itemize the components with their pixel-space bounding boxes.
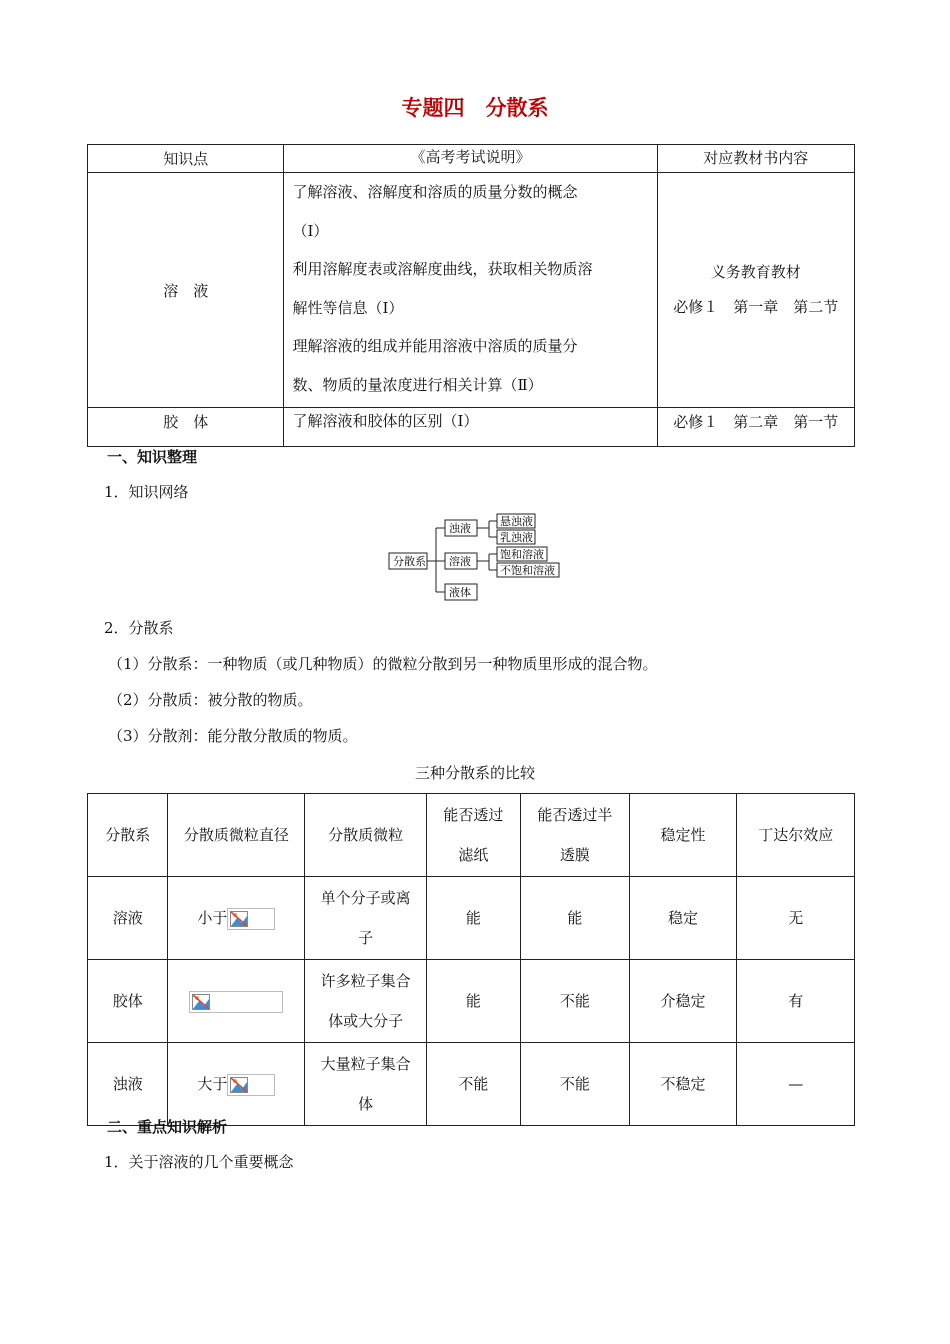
header-cell: 分散质微粒直径 xyxy=(168,794,305,877)
knowledge-network-diagram xyxy=(388,512,568,602)
filter-cell: 不能 xyxy=(426,1043,520,1126)
particle-line: 大量粒子集合 xyxy=(320,1055,411,1073)
tree-leaf-label: 乳浊液 xyxy=(500,531,533,544)
system-name-cell: 胶体 xyxy=(88,960,168,1043)
particle-cell xyxy=(305,877,426,960)
diameter-text: 小于 xyxy=(197,909,228,927)
filter-cell: 能 xyxy=(426,877,520,960)
tree-leaf-label: 悬浊液 xyxy=(500,515,533,528)
diameter-cell xyxy=(168,1043,305,1126)
particle-line: 体 xyxy=(358,1095,374,1113)
diameter-cell xyxy=(168,877,305,960)
header-line: 能否透过 xyxy=(443,806,504,824)
tree-branch-label: 浊液 xyxy=(449,522,471,535)
tyndall-cell: — xyxy=(737,1043,855,1126)
membrane-cell: 不能 xyxy=(520,1043,629,1126)
requirement-line: 解性等信息（Ⅰ） xyxy=(292,298,404,317)
header-cell: 稳定性 xyxy=(629,794,737,877)
table-caption: 三种分散系的比较 xyxy=(414,764,535,782)
definition-line: （3）分散剂：能分散分散质的物质。 xyxy=(108,727,358,745)
requirement-cell xyxy=(284,173,657,408)
broken-image-icon xyxy=(227,1074,275,1096)
requirement-line: 利用溶解度表或溶解度曲线，获取相关物质溶 xyxy=(292,260,593,278)
item-heading: 1．知识网络 xyxy=(104,483,189,501)
header-cell xyxy=(520,794,629,877)
requirement-line: 理解溶液的组成并能用溶液中溶质的质量分 xyxy=(292,337,578,355)
header-cell: 丁达尔效应 xyxy=(737,794,855,877)
page-title: 专题四 分散系 xyxy=(401,96,549,120)
requirement-line: 了解溶液和胶体的区别（Ⅰ） xyxy=(292,412,479,430)
section-heading: 二、重点知识解析 xyxy=(107,1118,228,1136)
section-heading: 一、知识整理 xyxy=(107,448,198,466)
table-row xyxy=(88,408,855,447)
requirement-line: 数、物质的量浓度进行相关计算（Ⅱ） xyxy=(292,375,543,394)
textbook-cell xyxy=(657,408,855,447)
particle-cell xyxy=(305,960,426,1043)
membrane-cell: 不能 xyxy=(520,960,629,1043)
particle-cell xyxy=(305,1043,426,1126)
broken-image-icon xyxy=(189,991,283,1013)
header-line: 滤纸 xyxy=(458,846,489,864)
syllabus-table xyxy=(87,144,855,447)
header-cell xyxy=(426,794,520,877)
tree-branch-label: 液体 xyxy=(449,586,471,599)
diameter-text: 大于 xyxy=(197,1075,228,1093)
table-row xyxy=(88,960,855,1043)
requirement-line: 了解溶液、溶解度和溶质的质量分数的概念 xyxy=(292,183,578,201)
filter-cell: 能 xyxy=(426,960,520,1043)
table-header-row xyxy=(88,145,855,173)
textbook-line: 义务教育教材 xyxy=(710,263,801,281)
system-name-cell: 浊液 xyxy=(88,1043,168,1126)
header-line: 透膜 xyxy=(559,846,590,864)
table-row xyxy=(88,1043,855,1126)
comparison-table xyxy=(87,793,855,1126)
tyndall-cell: 无 xyxy=(737,877,855,960)
broken-image-icon xyxy=(227,908,275,930)
particle-line: 子 xyxy=(358,929,374,947)
tree-root-label: 分散系 xyxy=(393,555,426,568)
table-header-row xyxy=(88,794,855,877)
header-cell: 分散系 xyxy=(88,794,168,877)
diameter-cell xyxy=(168,960,305,1043)
tree-leaf-label: 饱和溶液 xyxy=(500,548,544,561)
item-heading: 1．关于溶液的几个重要概念 xyxy=(104,1153,294,1171)
stability-cell: 介稳定 xyxy=(629,960,737,1043)
tree-leaf-label: 不饱和溶液 xyxy=(500,564,555,577)
textbook-line: 必修１ 第一章 第二节 xyxy=(673,298,839,316)
requirement-cell xyxy=(284,408,657,447)
header-cell: 《高考考试说明》 xyxy=(284,145,657,173)
item-heading: 2．分散系 xyxy=(104,619,174,637)
header-line: 能否透过半 xyxy=(537,806,613,824)
membrane-cell: 能 xyxy=(520,877,629,960)
stability-cell: 不稳定 xyxy=(629,1043,737,1126)
table-row xyxy=(88,877,855,960)
particle-line: 单个分子或离 xyxy=(320,889,411,907)
system-name-cell: 溶液 xyxy=(88,877,168,960)
header-cell: 分散质微粒 xyxy=(305,794,426,877)
textbook-cell xyxy=(657,173,855,408)
table-row xyxy=(88,173,855,408)
stability-cell: 稳定 xyxy=(629,877,737,960)
topic-cell: 胶 体 xyxy=(88,408,284,447)
header-cell: 知识点 xyxy=(88,145,284,173)
header-cell: 对应教材书内容 xyxy=(657,145,855,173)
requirement-line: （Ⅰ） xyxy=(292,221,329,240)
particle-line: 体或大分子 xyxy=(328,1012,404,1030)
particle-line: 许多粒子集合 xyxy=(320,972,411,990)
definition-line: （1）分散系：一种物质（或几种物质）的微粒分散到另一种物质里形成的混合物。 xyxy=(108,655,658,673)
topic-cell: 溶 液 xyxy=(88,173,284,408)
tree-branch-label: 溶液 xyxy=(449,555,471,568)
tyndall-cell: 有 xyxy=(737,960,855,1043)
definition-line: （2）分散质：被分散的物质。 xyxy=(108,691,313,709)
textbook-line: 必修１ 第二章 第一节 xyxy=(673,413,839,431)
